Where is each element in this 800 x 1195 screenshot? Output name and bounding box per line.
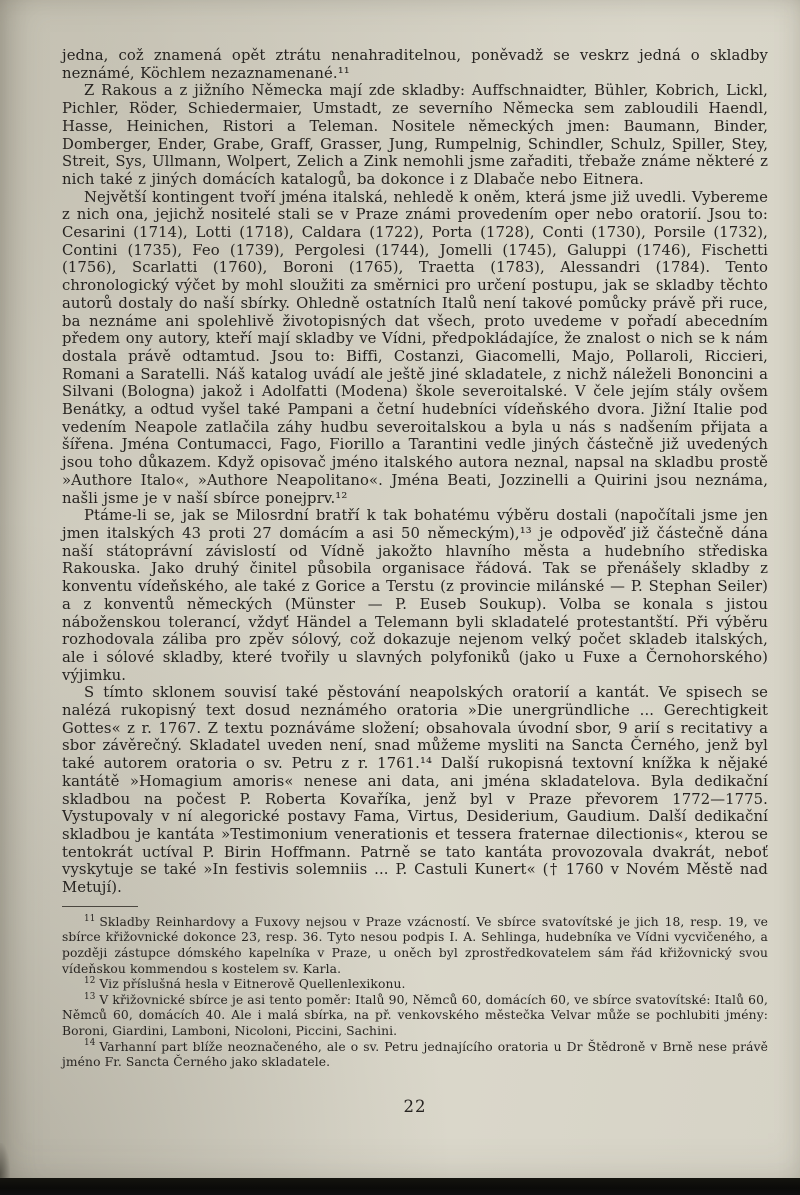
footnote bbox=[62, 977, 768, 993]
footnote-marker: 12 bbox=[84, 976, 96, 987]
paragraph: Z Rakous a z jižního Německa mají zde skladby: Auffschnaidter, Bühler, Kobrich, Lickl, Pichler, Röder, Schiedermaier, Umstadt, ze severního Německa sem zabloudili Haendl, Hasse, Heinichen, Ristori a Teleman. Nositele německých jmen: Baumann, Binder, Domberger, Ender, Grabe, Graff, Grasser, Jung, Rumpelnig, Schindler, Schulz, Spiller, Stey, Streit, Sys, Ullmann, Wolpert, Zelich a Zink nemohli jsme zařaditi, třebaže známe některé z nich také z jiných domácích katalogů, ba dokonce i z Dlabače nebo Eitnera. bbox=[62, 82, 768, 188]
paragraph-continuation: jedna, což znamená opět ztrátu nenahraditelnou, poněvadž se veskrz jedná o skladby neznámé, Köchlem nezaznamenané.¹¹ bbox=[62, 47, 768, 82]
footnote-marker: 13 bbox=[84, 991, 96, 1002]
footnote-section bbox=[62, 915, 768, 1071]
footnote-text: V křižovnické sbírce je asi tento poměr: Italů 90, Němců 60, domácích 60, ve sbírce svatovítské: Italů 60, Němců 60, domácích 40. Ale i malá sbírka, na př. venkovského městečka Velvar může se pochlubiti jmény: Boroni, Giardini, Lamboni, Nicoloni, Piccini, Sachini. bbox=[62, 992, 768, 1038]
footnote-text: Skladby Reinhardovy a Fuxovy nejsou v Praze vzácností. Ve sbírce svatovítské je jich 18, resp. 19, ve sbírce křižovnické dokonce 23, resp. 36. Tyto nesou podpis I. A. Sehlinga, hudebníka ve Vídni vycvičeného, a později zástupce dómského kapelníka v Praze, u oněch byl zprostředkovatelem sám řád křižovnický svou vídeňskou kommendou s kostelem sv. Karla. bbox=[62, 914, 768, 976]
footnote-text: Viz příslušná hesla v Eitnerově Quellenlexikonu. bbox=[99, 977, 406, 992]
paragraph: S tímto sklonem souvisí také pěstování neapolských oratorií a kantát. Ve spisech se nalézá rukopisný text dosud neznámého oratoria »Die unergründliche ... Gerechtigkeit Gottes« z r. 1767. Z textu poznáváme složení; obsahovala úvodní sbor, 9 arií s recitativy a sbor závěrečný. Skladatel uveden není, snad můžeme mysliti na Sancta Černého, jenž byl také autorem oratoria o sv. Petru z r. 1761.¹⁴ Další rukopisná textovní knížka k nějaké kantátě »Homagium amoris« nenese ani data, ani jména skladatelova. Byla dedikační skladbou na počest P. Roberta Kovaříka, jenž byl v Praze převorem 1772—1775. Vystupovaly v ní alegorické postavy Fama, Virtus, Desiderium, Gaudium. Další dedikační skladbou je kantáta »Testimonium venerationis et tessera fraternae dilectionis«, kterou se tentokrát uctíval P. Birin Hoffmann. Patrně se tato kantáta provozovala dvakrát, neboť vyskytuje se také »In festivis solemniis ... P. Castuli Kunert« († 1760 v Novém Městě nad Metují). bbox=[62, 684, 768, 897]
scan-edge-smudge bbox=[0, 1143, 10, 1183]
scan-bottom-band bbox=[0, 1178, 800, 1195]
page-content bbox=[62, 47, 768, 1116]
footnote bbox=[62, 915, 768, 977]
paragraph: Ptáme-li se, jak se Milosrdní bratří k tak bohatému výběru dostali (napočítali jsme jen jmen italských 43 proti 27 domácím a asi 50 německým),¹³ je odpověď již částečně dána naší státoprávní závislostí od Vídně jakožto hlavního města a hudebního střediska Rakouska. Jako druhý činitel působila organisace řádová. Tak se přenášely skladby z konventu vídeňského, ale také z Gorice a Terstu (z provincie milánské — P. Stephan Seiler) a z konventů německých (Münster — P. Euseb Soukup). Volba se konala s jistou náboženskou tolerancí, vždyť Händel a Telemann byli skladatelé protestantští. Při výběru rozhodovala záliba pro zpěv sólový, což dokazuje nejenom velký počet skladeb italských, ale i sólové skladby, které tvořily u slavných polyfoniků (jako u Fuxe a Černohorského) výjimku. bbox=[62, 507, 768, 684]
body-text bbox=[62, 47, 768, 897]
paragraph: Největší kontingent tvoří jména italská, nehledě k oněm, která jsme již uvedli. Vybereme z nich ona, jejichž nositelé stali se v Praze známi provedením oper nebo oratorií. Jsou to: Cesarini (1714), Lotti (1718), Caldara (1722), Porta (1728), Conti (1730), Porsile (1732), Contini (1735), Feo (1739), Pergolesi (1744), Jomelli (1745), Galuppi (1746), Fischetti (1756), Scarlatti (1760), Boroni (1765), Traetta (1783), Alessandri (1784). Tento chronologický výčet by mohl sloužiti za směrnici pro určení postupu, jak se skladby těchto autorů dostaly do naší sbírky. Ohledně ostatních Italů není takové pomůcky právě při ruce, ba neznáme ani spolehlivě životopisných dat všech, proto uvedeme v pořadí abecedním předem ony autory, kteří mají skladby ve Vídni, předpokládajíce, že znalost o nich se k nám dostala právě odtamtud. Jsou to: Biffi, Costanzi, Giacomelli, Majo, Pollaroli, Riccieri, Romani a Saratelli. Náš katalog uvádí ale ještě jiné skladatele, z nichž náleželi Bononcini a Silvani (Bologna) jakož i Adolfatti (Modena) škole severoitalské. V čele jejím stály ovšem Benátky, a odtud vyšel také Pampani a četní hudebníci vídeňského dvora. Jižní Italie pod vedením Neapole zatlačila záhy hudbu severoitalskou a byla u nás s nadšením přijata a šířena. Jména Contumacci, Fago, Fiorillo a Tarantini vedle jiných částečně již uvedených jsou toho důkazem. Když opisovač jméno italského autora neznal, napsal na skladbu prostě »Authore Italo«, »Authore Neapolitano«. Jména Beati, Jozzinelli a Quirini jsou neznáma, našli jsme je v naší sbírce ponejprv.¹² bbox=[62, 188, 768, 507]
footnote-marker: 14 bbox=[84, 1038, 96, 1049]
footnote bbox=[62, 1040, 768, 1071]
footnote-separator-rule bbox=[62, 906, 138, 907]
page-number: 22 bbox=[403, 1096, 427, 1116]
footnote-marker: 11 bbox=[84, 913, 96, 924]
footnote bbox=[62, 993, 768, 1040]
footnote-text: Varhanní part blíže neoznačeného, ale o sv. Petru jednajícího oratoria u Dr Štědroně v Brně nese právě jméno Fr. Sancta Černého jako skladatele. bbox=[62, 1039, 768, 1070]
